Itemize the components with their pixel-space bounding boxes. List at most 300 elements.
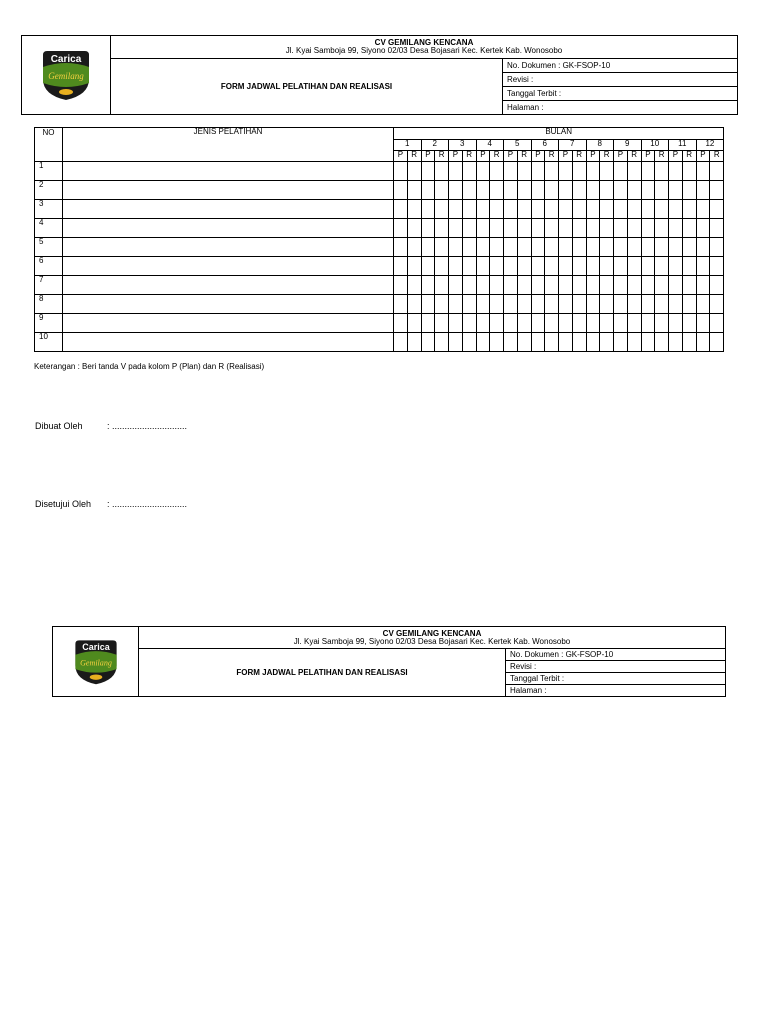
- dibuat-value[interactable]: : ..............................: [107, 421, 188, 431]
- realisasi-cell[interactable]: [462, 295, 476, 314]
- plan-cell[interactable]: [559, 181, 573, 200]
- realisasi-cell[interactable]: [517, 295, 531, 314]
- plan-cell[interactable]: [559, 333, 573, 352]
- jenis-pelatihan-cell[interactable]: [63, 257, 394, 276]
- realisasi-cell[interactable]: [490, 200, 504, 219]
- realisasi-cell[interactable]: [407, 333, 421, 352]
- plan-cell[interactable]: [586, 295, 600, 314]
- plan-cell[interactable]: [531, 200, 545, 219]
- realisasi-cell[interactable]: [682, 219, 696, 238]
- realisasi-cell[interactable]: [545, 219, 559, 238]
- realisasi-cell[interactable]: [517, 314, 531, 333]
- plan-cell[interactable]: [449, 295, 463, 314]
- realisasi-cell[interactable]: [545, 276, 559, 295]
- realisasi-cell[interactable]: [435, 238, 449, 257]
- realisasi-cell[interactable]: [710, 238, 724, 257]
- realisasi-cell[interactable]: [655, 257, 669, 276]
- plan-cell[interactable]: [476, 295, 490, 314]
- realisasi-cell[interactable]: [655, 238, 669, 257]
- plan-cell[interactable]: [421, 181, 435, 200]
- plan-cell[interactable]: [586, 181, 600, 200]
- realisasi-cell[interactable]: [407, 181, 421, 200]
- table-row: [35, 219, 724, 238]
- plan-cell[interactable]: [696, 314, 710, 333]
- plan-cell[interactable]: [669, 333, 683, 352]
- plan-cell[interactable]: [476, 276, 490, 295]
- realisasi-cell[interactable]: [407, 276, 421, 295]
- realisasi-cell[interactable]: [517, 200, 531, 219]
- plan-cell[interactable]: [586, 257, 600, 276]
- doc-number: No. Dokumen : GK-FSOP-10: [503, 59, 738, 73]
- plan-cell[interactable]: [394, 238, 408, 257]
- realisasi-cell[interactable]: [435, 257, 449, 276]
- month-header: 1: [394, 140, 422, 151]
- plan-cell[interactable]: [421, 276, 435, 295]
- plan-cell[interactable]: [641, 238, 655, 257]
- realisasi-cell[interactable]: [517, 181, 531, 200]
- realisasi-cell[interactable]: [462, 238, 476, 257]
- plan-cell[interactable]: [449, 333, 463, 352]
- plan-cell[interactable]: [476, 181, 490, 200]
- plan-cell[interactable]: [614, 200, 628, 219]
- realisasi-cell[interactable]: [490, 162, 504, 181]
- realisasi-cell[interactable]: [490, 257, 504, 276]
- plan-cell[interactable]: [696, 219, 710, 238]
- plan-cell[interactable]: [669, 276, 683, 295]
- plan-cell[interactable]: [641, 181, 655, 200]
- plan-cell[interactable]: [394, 295, 408, 314]
- realisasi-cell[interactable]: [517, 333, 531, 352]
- plan-cell[interactable]: [641, 257, 655, 276]
- realisasi-cell[interactable]: [655, 276, 669, 295]
- col-jenis-header: JENIS PELATIHAN: [63, 128, 394, 162]
- plan-cell[interactable]: [476, 333, 490, 352]
- realisasi-cell[interactable]: [655, 200, 669, 219]
- plan-cell[interactable]: [586, 333, 600, 352]
- jenis-pelatihan-cell[interactable]: [63, 162, 394, 181]
- table-row: [35, 257, 724, 276]
- plan-cell[interactable]: [531, 238, 545, 257]
- realisasi-cell[interactable]: [627, 200, 641, 219]
- plan-cell[interactable]: [614, 314, 628, 333]
- plan-cell[interactable]: [531, 295, 545, 314]
- month-header: 3: [449, 140, 477, 151]
- plan-cell[interactable]: [669, 257, 683, 276]
- plan-cell[interactable]: [449, 162, 463, 181]
- realisasi-cell[interactable]: [627, 276, 641, 295]
- plan-cell[interactable]: [641, 219, 655, 238]
- realisasi-cell[interactable]: [572, 333, 586, 352]
- plan-cell[interactable]: [669, 162, 683, 181]
- realisasi-header: R: [545, 151, 559, 162]
- training-schedule-table: [34, 127, 724, 352]
- realisasi-cell[interactable]: [462, 314, 476, 333]
- realisasi-cell[interactable]: [545, 314, 559, 333]
- realisasi-cell[interactable]: [655, 314, 669, 333]
- realisasi-cell[interactable]: [682, 295, 696, 314]
- realisasi-cell[interactable]: [407, 295, 421, 314]
- plan-header: P: [421, 151, 435, 162]
- realisasi-cell[interactable]: [710, 162, 724, 181]
- table-row: [35, 162, 724, 181]
- realisasi-header: R: [462, 151, 476, 162]
- plan-cell[interactable]: [476, 238, 490, 257]
- realisasi-cell[interactable]: [682, 181, 696, 200]
- realisasi-cell[interactable]: [600, 238, 614, 257]
- realisasi-cell[interactable]: [682, 162, 696, 181]
- plan-cell[interactable]: [641, 200, 655, 219]
- realisasi-cell[interactable]: [627, 181, 641, 200]
- plan-cell[interactable]: [586, 200, 600, 219]
- realisasi-cell[interactable]: [545, 162, 559, 181]
- plan-cell[interactable]: [586, 314, 600, 333]
- realisasi-cell[interactable]: [572, 295, 586, 314]
- jenis-pelatihan-cell[interactable]: [63, 314, 394, 333]
- month-header: 4: [476, 140, 504, 151]
- plan-cell[interactable]: [669, 238, 683, 257]
- realisasi-cell[interactable]: [710, 276, 724, 295]
- realisasi-cell[interactable]: [600, 181, 614, 200]
- realisasi-cell[interactable]: [517, 162, 531, 181]
- row-number: 2: [35, 181, 63, 200]
- plan-cell[interactable]: [449, 181, 463, 200]
- realisasi-cell[interactable]: [600, 200, 614, 219]
- plan-cell[interactable]: [476, 162, 490, 181]
- realisasi-cell[interactable]: [600, 257, 614, 276]
- plan-cell[interactable]: [394, 162, 408, 181]
- realisasi-cell[interactable]: [435, 333, 449, 352]
- col-no-header: NO: [35, 128, 63, 162]
- jenis-pelatihan-cell[interactable]: [63, 238, 394, 257]
- realisasi-cell[interactable]: [710, 333, 724, 352]
- realisasi-cell[interactable]: [462, 200, 476, 219]
- month-header: 2: [421, 140, 449, 151]
- plan-cell[interactable]: [614, 295, 628, 314]
- realisasi-cell[interactable]: [407, 219, 421, 238]
- realisasi-cell[interactable]: [517, 276, 531, 295]
- jenis-pelatihan-cell[interactable]: [63, 276, 394, 295]
- realisasi-header: R: [407, 151, 421, 162]
- realisasi-cell[interactable]: [490, 333, 504, 352]
- plan-cell[interactable]: [669, 295, 683, 314]
- plan-cell[interactable]: [614, 181, 628, 200]
- realisasi-cell[interactable]: [517, 257, 531, 276]
- plan-cell[interactable]: [449, 200, 463, 219]
- realisasi-cell[interactable]: [572, 162, 586, 181]
- plan-cell[interactable]: [614, 257, 628, 276]
- plan-cell[interactable]: [504, 238, 518, 257]
- realisasi-cell[interactable]: [600, 295, 614, 314]
- plan-cell[interactable]: [504, 276, 518, 295]
- month-header: 11: [669, 140, 697, 151]
- realisasi-cell[interactable]: [682, 200, 696, 219]
- plan-cell[interactable]: [531, 276, 545, 295]
- realisasi-cell[interactable]: [517, 219, 531, 238]
- month-header: 9: [614, 140, 642, 151]
- plan-cell[interactable]: [669, 219, 683, 238]
- realisasi-cell[interactable]: [435, 295, 449, 314]
- realisasi-cell[interactable]: [627, 257, 641, 276]
- realisasi-cell[interactable]: [600, 276, 614, 295]
- plan-cell[interactable]: [559, 200, 573, 219]
- plan-cell[interactable]: [504, 314, 518, 333]
- realisasi-cell[interactable]: [545, 181, 559, 200]
- realisasi-header: R: [600, 151, 614, 162]
- page-number: Halaman :: [503, 101, 738, 115]
- plan-cell[interactable]: [669, 181, 683, 200]
- realisasi-cell[interactable]: [435, 276, 449, 295]
- realisasi-cell[interactable]: [682, 314, 696, 333]
- svg-text:Carica: Carica: [50, 54, 82, 65]
- realisasi-cell[interactable]: [710, 219, 724, 238]
- plan-cell[interactable]: [476, 200, 490, 219]
- plan-cell[interactable]: [586, 162, 600, 181]
- jenis-pelatihan-cell[interactable]: [63, 295, 394, 314]
- month-header: 6: [531, 140, 559, 151]
- realisasi-cell[interactable]: [710, 200, 724, 219]
- realisasi-cell[interactable]: [600, 219, 614, 238]
- realisasi-cell[interactable]: [682, 276, 696, 295]
- realisasi-cell[interactable]: [572, 181, 586, 200]
- realisasi-cell[interactable]: [545, 257, 559, 276]
- plan-cell[interactable]: [504, 257, 518, 276]
- plan-cell[interactable]: [504, 333, 518, 352]
- plan-cell[interactable]: [394, 257, 408, 276]
- plan-cell[interactable]: [696, 257, 710, 276]
- realisasi-cell[interactable]: [490, 314, 504, 333]
- plan-cell[interactable]: [421, 314, 435, 333]
- dibuat-oleh: [35, 421, 187, 431]
- plan-cell[interactable]: [559, 162, 573, 181]
- plan-cell[interactable]: [531, 181, 545, 200]
- plan-cell[interactable]: [696, 162, 710, 181]
- realisasi-cell[interactable]: [627, 162, 641, 181]
- realisasi-cell[interactable]: [462, 219, 476, 238]
- plan-cell[interactable]: [641, 295, 655, 314]
- plan-cell[interactable]: [559, 257, 573, 276]
- plan-cell[interactable]: [559, 219, 573, 238]
- realisasi-cell[interactable]: [545, 200, 559, 219]
- realisasi-cell[interactable]: [435, 181, 449, 200]
- plan-cell[interactable]: [421, 295, 435, 314]
- plan-cell[interactable]: [394, 314, 408, 333]
- plan-cell[interactable]: [641, 333, 655, 352]
- month-header: 5: [504, 140, 532, 151]
- realisasi-cell[interactable]: [435, 219, 449, 238]
- plan-cell[interactable]: [696, 200, 710, 219]
- realisasi-cell[interactable]: [682, 257, 696, 276]
- plan-cell[interactable]: [641, 162, 655, 181]
- plan-cell[interactable]: [559, 238, 573, 257]
- realisasi-cell[interactable]: [462, 181, 476, 200]
- realisasi-cell[interactable]: [407, 200, 421, 219]
- realisasi-cell[interactable]: [627, 314, 641, 333]
- realisasi-cell[interactable]: [572, 200, 586, 219]
- realisasi-cell[interactable]: [545, 238, 559, 257]
- plan-cell[interactable]: [531, 257, 545, 276]
- plan-cell[interactable]: [476, 257, 490, 276]
- plan-header: P: [559, 151, 573, 162]
- realisasi-cell[interactable]: [435, 162, 449, 181]
- realisasi-cell[interactable]: [655, 333, 669, 352]
- form-title: FORM JADWAL PELATIHAN DAN REALISASI: [139, 649, 506, 697]
- realisasi-cell[interactable]: [682, 238, 696, 257]
- realisasi-cell[interactable]: [627, 238, 641, 257]
- realisasi-cell[interactable]: [545, 295, 559, 314]
- realisasi-cell[interactable]: [407, 314, 421, 333]
- realisasi-cell[interactable]: [627, 219, 641, 238]
- plan-cell[interactable]: [614, 238, 628, 257]
- plan-cell[interactable]: [421, 219, 435, 238]
- company-name: CV GEMILANG KENCANA: [374, 38, 474, 47]
- plan-cell[interactable]: [504, 295, 518, 314]
- realisasi-cell[interactable]: [545, 333, 559, 352]
- revision: Revisi :: [506, 661, 726, 673]
- plan-cell[interactable]: [476, 219, 490, 238]
- plan-cell[interactable]: [614, 276, 628, 295]
- plan-cell[interactable]: [531, 162, 545, 181]
- jenis-pelatihan-cell[interactable]: [63, 219, 394, 238]
- plan-header: P: [394, 151, 408, 162]
- plan-cell[interactable]: [586, 219, 600, 238]
- disetujui-value[interactable]: : ..............................: [107, 499, 188, 509]
- plan-cell[interactable]: [504, 219, 518, 238]
- disetujui-oleh: [35, 499, 187, 509]
- plan-cell[interactable]: [421, 333, 435, 352]
- realisasi-cell[interactable]: [710, 314, 724, 333]
- plan-cell[interactable]: [696, 276, 710, 295]
- plan-cell[interactable]: [394, 181, 408, 200]
- company-logo: [53, 627, 139, 697]
- jenis-pelatihan-cell[interactable]: [63, 200, 394, 219]
- realisasi-cell[interactable]: [710, 181, 724, 200]
- plan-cell[interactable]: [669, 314, 683, 333]
- table-row: [35, 238, 724, 257]
- plan-cell[interactable]: [394, 219, 408, 238]
- realisasi-cell[interactable]: [710, 257, 724, 276]
- realisasi-cell[interactable]: [490, 276, 504, 295]
- realisasi-cell[interactable]: [462, 162, 476, 181]
- realisasi-cell[interactable]: [462, 257, 476, 276]
- realisasi-cell[interactable]: [600, 314, 614, 333]
- plan-header: P: [669, 151, 683, 162]
- row-number: 1: [35, 162, 63, 181]
- realisasi-cell[interactable]: [572, 219, 586, 238]
- plan-cell[interactable]: [449, 219, 463, 238]
- realisasi-cell[interactable]: [572, 314, 586, 333]
- note-text: Keterangan : Beri tanda V pada kolom P (Plan) dan R (Realisasi): [34, 362, 265, 371]
- realisasi-cell[interactable]: [462, 333, 476, 352]
- plan-cell[interactable]: [559, 276, 573, 295]
- realisasi-header: R: [435, 151, 449, 162]
- realisasi-header: R: [710, 151, 724, 162]
- realisasi-cell[interactable]: [407, 257, 421, 276]
- row-number: 5: [35, 238, 63, 257]
- realisasi-cell[interactable]: [655, 181, 669, 200]
- plan-cell[interactable]: [559, 295, 573, 314]
- plan-cell[interactable]: [531, 219, 545, 238]
- plan-cell[interactable]: [449, 257, 463, 276]
- realisasi-cell[interactable]: [517, 238, 531, 257]
- dibuat-label: Dibuat Oleh: [35, 421, 83, 431]
- plan-cell[interactable]: [504, 162, 518, 181]
- plan-header: P: [504, 151, 518, 162]
- realisasi-cell[interactable]: [655, 162, 669, 181]
- plan-cell[interactable]: [449, 314, 463, 333]
- realisasi-cell[interactable]: [490, 219, 504, 238]
- table-row: [35, 200, 724, 219]
- plan-cell[interactable]: [614, 333, 628, 352]
- plan-cell[interactable]: [394, 333, 408, 352]
- plan-cell[interactable]: [531, 314, 545, 333]
- realisasi-cell[interactable]: [490, 181, 504, 200]
- plan-header: P: [476, 151, 490, 162]
- plan-cell[interactable]: [531, 333, 545, 352]
- realisasi-cell[interactable]: [682, 333, 696, 352]
- plan-header: P: [449, 151, 463, 162]
- realisasi-cell[interactable]: [572, 276, 586, 295]
- plan-cell[interactable]: [394, 276, 408, 295]
- plan-cell[interactable]: [669, 200, 683, 219]
- realisasi-cell[interactable]: [435, 200, 449, 219]
- disetujui-label: Disetujui Oleh: [35, 499, 92, 509]
- plan-cell[interactable]: [696, 181, 710, 200]
- plan-cell[interactable]: [559, 314, 573, 333]
- plan-cell[interactable]: [696, 295, 710, 314]
- plan-cell[interactable]: [641, 314, 655, 333]
- realisasi-cell[interactable]: [627, 295, 641, 314]
- plan-cell[interactable]: [614, 219, 628, 238]
- plan-cell[interactable]: [421, 257, 435, 276]
- plan-cell[interactable]: [614, 162, 628, 181]
- plan-header: P: [641, 151, 655, 162]
- carica-logo-icon: [70, 635, 122, 687]
- realisasi-cell[interactable]: [710, 295, 724, 314]
- realisasi-cell[interactable]: [627, 333, 641, 352]
- plan-cell[interactable]: [421, 162, 435, 181]
- realisasi-cell[interactable]: [572, 257, 586, 276]
- plan-cell[interactable]: [449, 238, 463, 257]
- realisasi-cell[interactable]: [490, 295, 504, 314]
- plan-cell[interactable]: [421, 238, 435, 257]
- plan-cell[interactable]: [449, 276, 463, 295]
- realisasi-cell[interactable]: [490, 238, 504, 257]
- realisasi-cell[interactable]: [600, 333, 614, 352]
- plan-cell[interactable]: [586, 238, 600, 257]
- realisasi-cell[interactable]: [600, 162, 614, 181]
- plan-cell[interactable]: [696, 333, 710, 352]
- document-header-copy: [52, 626, 726, 697]
- plan-cell[interactable]: [394, 200, 408, 219]
- plan-cell[interactable]: [586, 276, 600, 295]
- plan-cell[interactable]: [641, 276, 655, 295]
- plan-cell[interactable]: [504, 181, 518, 200]
- realisasi-cell[interactable]: [572, 238, 586, 257]
- realisasi-cell[interactable]: [407, 238, 421, 257]
- plan-cell[interactable]: [476, 314, 490, 333]
- plan-cell[interactable]: [504, 200, 518, 219]
- realisasi-cell[interactable]: [435, 314, 449, 333]
- plan-cell[interactable]: [696, 238, 710, 257]
- plan-cell[interactable]: [421, 200, 435, 219]
- realisasi-cell[interactable]: [462, 276, 476, 295]
- realisasi-cell[interactable]: [655, 295, 669, 314]
- jenis-pelatihan-cell[interactable]: [63, 181, 394, 200]
- jenis-pelatihan-cell[interactable]: [63, 333, 394, 352]
- table-row: [35, 276, 724, 295]
- realisasi-cell[interactable]: [655, 219, 669, 238]
- realisasi-cell[interactable]: [407, 162, 421, 181]
